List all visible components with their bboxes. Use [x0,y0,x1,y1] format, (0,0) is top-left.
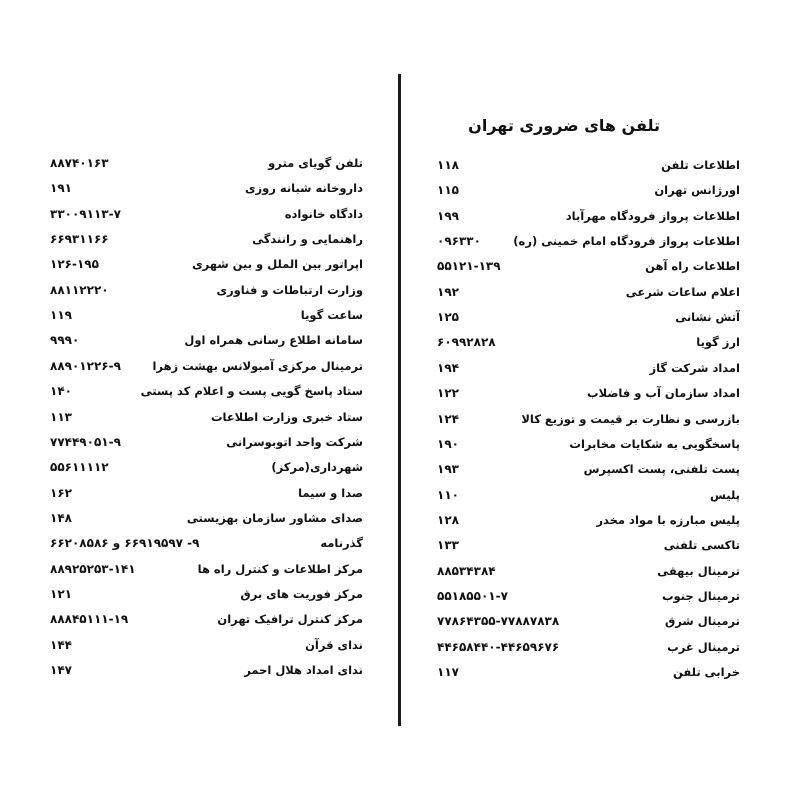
entry-phone-number: ۱۴۷ [50,663,72,677]
entry-label: صدا و سیما [298,485,363,500]
entry-label: وزارت ارتباطات و فناوری [216,282,363,297]
phone-entry [437,281,740,303]
entry-label: ترمینال بیهقی [657,563,740,578]
entry-label: ندای امداد هلال احمر [244,663,363,677]
entry-phone-number: ۱۱۹ [50,308,72,323]
phone-entry [50,380,363,402]
phone-entry [50,532,363,554]
entry-label: خرابی تلفن [673,665,740,679]
phone-entry [437,484,740,506]
entry-phone-number: ۱۱۸ [437,158,459,172]
entry-phone-number: ۱۹۱ [50,181,72,196]
phone-entry [50,507,363,529]
phone-entry [50,431,363,453]
phone-entry [50,406,363,428]
entry-phone-number: ۱۴۴ [50,637,72,652]
column-divider [398,74,401,726]
phone-entry [50,329,363,351]
entry-phone-number: ۱۹۹ [437,208,459,223]
phone-entry [50,253,363,275]
entry-label: راهنمایی و رانندگی [252,232,363,247]
entry-label: شهرداری(مرکز) [271,460,363,475]
phone-entry [437,179,740,201]
phone-entry [50,177,363,199]
phone-entry [437,458,740,480]
entry-phone-number: ۴۴۶۵۸۴۴۰-۴۴۶۵۹۶۷۶ [437,639,560,654]
phone-entry [437,331,740,353]
phone-entry [437,357,740,379]
entry-phone-number: ۶۶۹۳۱۱۶۶ [50,232,109,247]
entry-phone-number: ۱۲۴ [437,411,459,426]
phone-entry [50,304,363,326]
entry-label: ترمینال شرق [664,614,740,629]
phone-entry [437,534,740,556]
entry-phone-number: ۶۶۲۰۸۵۸۶ و ۶۶۹۱۹۵۹۷ -۹ [50,536,200,551]
entry-label: ترمینال غرب [667,639,740,654]
phone-entry [437,560,740,582]
entry-phone-number: ۸۸۱۱۲۲۲۰ [50,282,109,297]
phone-entry [437,433,740,455]
entry-label: ستاد خبری وزارت اطلاعات [210,409,363,424]
entry-phone-number: ۸۸۸۴۵۱۱۱-۱۹ [50,612,129,627]
phone-entry [50,279,363,301]
entry-phone-number: ۱۲۲ [437,386,459,401]
page-title: تلفن های ضروری تهران [468,116,660,135]
entry-label: تاکسی تلفنی [663,538,740,553]
entry-phone-number: ۸۸۷۴۰۱۶۳ [50,156,109,170]
entry-phone-number: ۱۲۶-۱۹۵ [50,257,99,272]
phone-entry [437,154,740,176]
entry-phone-number: ۷۷۴۴۹۰۵۱-۹ [50,434,121,449]
phone-entry [437,636,740,658]
entry-label: ساعت گویا [300,308,363,323]
entry-label: اطلاعات پرواز فرودگاه امام خمینی (ره) [513,234,740,249]
entry-label: تلفن گویای مترو [268,156,363,170]
entry-label: اپراتور بین الملل و بین شهری [192,257,363,272]
entry-label: اطلاعات راه آهن [645,259,740,274]
entry-phone-number: ۱۱۵ [437,183,459,198]
phone-entry [50,228,363,250]
entry-phone-number: ۵۵۱۲۱-۱۳۹ [437,259,501,274]
entry-phone-number: ۱۹۳ [437,462,459,477]
entry-label: پست تلفنی، پست اکسپرس [583,462,740,477]
phone-entry [437,306,740,328]
entry-phone-number: ۰۹۶۳۳۰ [437,234,481,249]
entry-phone-number: ۵۵۱۸۵۵۰۱-۷ [437,588,508,603]
entry-phone-number: ۸۸۹۲۵۲۵۳-۱۴۱ [50,561,136,576]
entry-phone-number: ۵۵۶۱۱۱۱۲ [50,460,109,475]
entry-label: بازرسی و نظارت بر قیمت و توزیع کالا [521,411,740,426]
phone-entry [50,634,363,656]
entry-phone-number: ۳۳۰۰۹۱۱۳-۷ [50,206,121,221]
phone-entry [437,509,740,531]
phone-entry [437,230,740,252]
entry-label: امداد شرکت گاز [649,360,740,375]
entry-label: ندای قرآن [305,637,363,652]
phone-entry [437,255,740,277]
entry-phone-number: ۱۲۱ [50,586,72,601]
entry-label: ارز گویا [696,335,740,350]
entry-label: آتش نشانی [675,310,740,325]
entry-label: اورژانس تهران [654,183,740,198]
entry-phone-number: ۱۴۸ [50,510,72,525]
entry-label: ترمینال مرکزی آمبولانس بهشت زهرا [152,358,363,373]
phone-entry [50,355,363,377]
entry-label: امداد سازمان آب و فاضلاب [587,386,740,401]
phone-entry [50,659,363,681]
entry-phone-number: ۱۶۲ [50,485,72,500]
entry-label: ستاد پاسخ گویی پست و اعلام کد پستی [140,384,363,399]
phone-entry [50,482,363,504]
entry-phone-number: ۱۲۵ [437,310,459,325]
phone-entry [50,583,363,605]
phone-entry [437,661,740,683]
entry-label: مرکز فوریت های برق [240,586,363,601]
entry-phone-number: ۷۷۸۶۴۳۵۵-۷۷۸۸۷۸۳۸ [437,614,560,629]
phone-entry [50,152,363,174]
entry-label: داروخانه شبانه روزی [244,181,363,196]
entry-phone-number: ۱۱۰ [437,487,459,502]
entry-phone-number: ۹۹۹۰ [50,333,80,348]
entry-phone-number: ۱۱۷ [437,665,459,679]
entry-phone-number: ۱۳۳ [437,538,459,553]
phone-entry [437,610,740,632]
phone-entry [50,608,363,630]
entry-phone-number: ۱۹۲ [437,284,459,299]
entry-label: پلیس مبارزه با مواد مخدر [596,512,740,527]
entry-label: سامانه اطلاع رسانی همراه اول [184,333,363,348]
entry-phone-number: ۱۴۰ [50,384,72,399]
entry-label: ترمینال جنوب [661,588,740,603]
entry-label: اطلاعات پرواز فرودگاه مهرآباد [565,208,740,223]
entry-label: مرکز کنترل ترافیک تهران [217,612,363,627]
entry-phone-number: ۱۹۰ [437,436,459,451]
entry-label: مرکز اطلاعات و کنترل راه ها [197,561,363,576]
entry-phone-number: ۱۹۴ [437,360,459,375]
entry-phone-number: ۱۲۸ [437,512,459,527]
entry-label: دادگاه خانواده [284,206,363,221]
entry-label: اطلاعات تلفن [661,158,740,172]
entry-label: اعلام ساعات شرعی [625,284,740,299]
entry-phone-number: ۱۱۳ [50,409,72,424]
entry-label: پلیس [710,487,740,502]
entry-phone-number: ۸۸۵۳۴۳۸۴ [437,563,496,578]
phone-entry [437,408,740,430]
entry-label: پاسخگویی به شکایات مخابرات [569,436,740,451]
phone-entry [437,382,740,404]
phone-entry [50,558,363,580]
entry-phone-number: ۶۰۹۹۲۸۲۸ [437,335,496,350]
phone-entry [50,203,363,225]
phone-entry [50,456,363,478]
entry-phone-number: ۸۸۹۰۱۲۲۶-۹ [50,358,121,373]
phone-entry [437,205,740,227]
phone-entry [437,585,740,607]
entry-label: گذرنامه [320,536,363,551]
entry-label: صدای مشاور سازمان بهزیستی [186,510,363,525]
entry-label: شرکت واحد اتوبوسرانی [226,434,363,449]
